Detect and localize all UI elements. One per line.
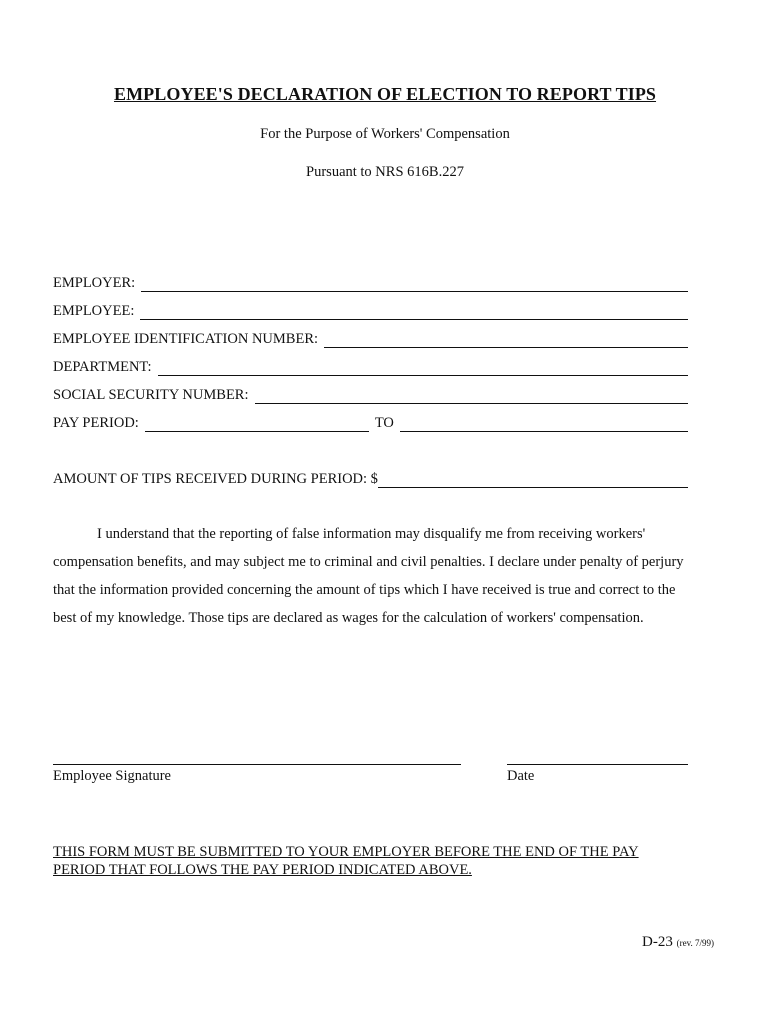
- notice-line-2: PERIOD THAT FOLLOWS THE PAY PERIOD INDICATED ABOVE.: [53, 862, 472, 878]
- department-field[interactable]: [158, 360, 688, 376]
- form-subtitle: For the Purpose of Workers' Compensation: [260, 126, 510, 142]
- employer-field[interactable]: [141, 276, 688, 292]
- pay-period-row: [53, 412, 688, 432]
- statute-reference: Pursuant to NRS 616B.227: [306, 164, 464, 180]
- employee-id-row: [53, 328, 688, 348]
- pay-period-to-label: TO: [374, 415, 394, 431]
- submission-notice: [53, 843, 703, 879]
- pay-period-start-field[interactable]: [145, 416, 369, 432]
- employee-signature-line[interactable]: [53, 764, 461, 765]
- employee-label: EMPLOYEE:: [53, 303, 135, 319]
- employee-id-label: EMPLOYEE IDENTIFICATION NUMBER:: [53, 331, 319, 347]
- employee-field[interactable]: [140, 304, 688, 320]
- employee-row: [53, 300, 688, 320]
- date-label: Date: [507, 768, 535, 784]
- employee-signature-label: Employee Signature: [53, 768, 171, 784]
- form-number: [642, 934, 714, 951]
- tips-row: [53, 468, 688, 488]
- notice-line-1: THIS FORM MUST BE SUBMITTED TO YOUR EMPLOYER BEFORE THE END OF THE PAY: [53, 844, 639, 860]
- pay-period-end-field[interactable]: [400, 416, 688, 432]
- form-number-text: D-23: [642, 934, 673, 950]
- form-title: EMPLOYEE'S DECLARATION OF ELECTION TO REPORT TIPS: [113, 84, 657, 104]
- pay-period-label: PAY PERIOD:: [53, 415, 139, 431]
- department-row: [53, 356, 688, 376]
- tips-label: AMOUNT OF TIPS RECEIVED DURING PERIOD: $: [53, 471, 378, 487]
- declaration-text: I understand that the reporting of false information may disqualify me from receiving workers' compensation benefits, and may subject me to criminal and civil penalties. I declare under penalty of perjury that the information provided concerning the amount of tips which I have received is true and correct to the best of my knowledge. Those tips are declared as wages for the calculation of workers' compensation.: [53, 526, 684, 626]
- employee-id-field[interactable]: [324, 332, 688, 348]
- form-revision: (rev. 7/99): [676, 938, 714, 948]
- ssn-field[interactable]: [255, 388, 689, 404]
- ssn-label: SOCIAL SECURITY NUMBER:: [53, 387, 249, 403]
- ssn-row: [53, 384, 688, 404]
- tips-amount-field[interactable]: [378, 472, 688, 488]
- date-line[interactable]: [507, 764, 688, 765]
- department-label: DEPARTMENT:: [53, 359, 152, 375]
- declaration-paragraph: [53, 520, 693, 632]
- employer-row: [53, 272, 688, 292]
- employer-label: EMPLOYER:: [53, 275, 136, 291]
